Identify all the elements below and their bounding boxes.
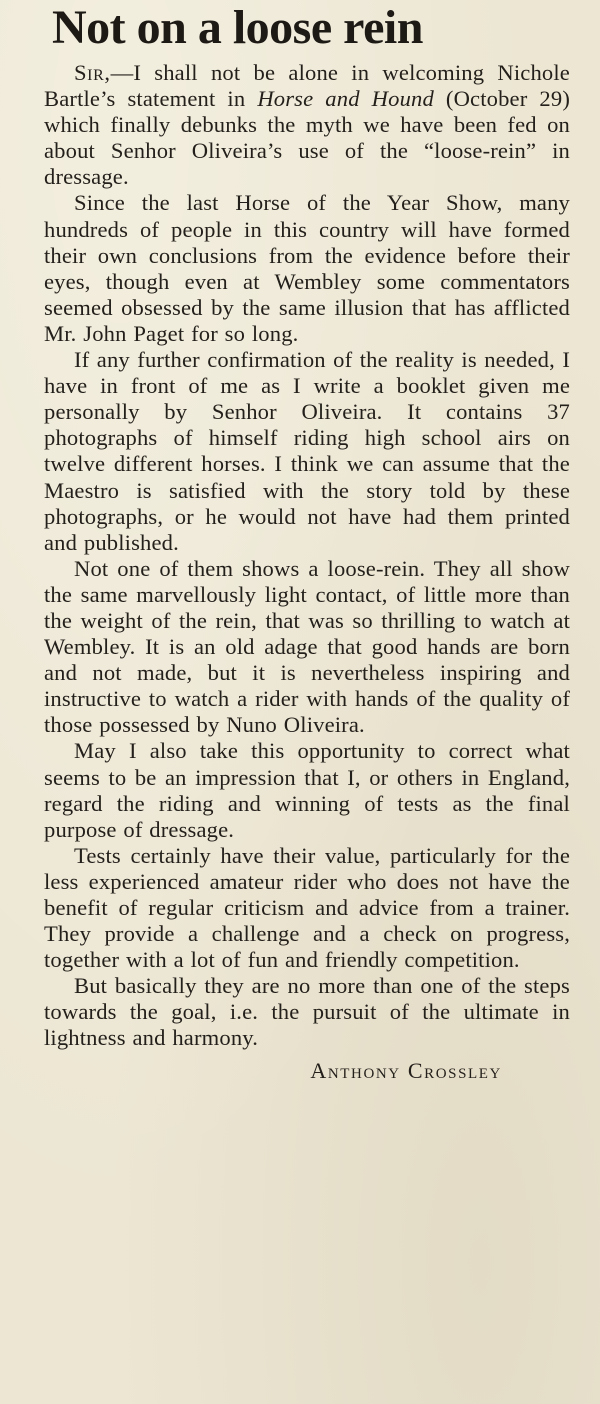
paragraph-4: Not one of them shows a loose-rein. They all show the same marvellously light contact, of little more than the weight of the rein, that was so thrilling to watch at Wembley. It is an old adage that good hands are born and not made, but it is nevertheless inspiring and instructive to watch a rider with hands of the quality of those possessed by Nuno Oliveira. [44,555,570,738]
letter-body [44,60,570,1052]
paragraph-1-text-start: —I shall not be alone in welcoming Nichole Bartle’s statement in [44,60,570,112]
salutation: Sir, [74,60,111,85]
headline: Not on a loose rein [52,1,423,54]
paragraph-6: Tests certainly have their value, particularly for the less experienced amateur rider who does not have the benefit of regular criticism and advice from a trainer. They provide a challenge and a check on progress, together with a lot of fun and friendly competition. [44,842,570,973]
paragraph-1 [44,60,570,190]
paragraph-5: May I also take this opportunity to correct what seems to be an impression that I, or others in England, regard the riding and winning of tests as the final purpose of dressage. [44,738,570,842]
publication-title: Horse and Hound [257,86,434,112]
paragraph-2: Since the last Horse of the Year Show, many hundreds of people in this country will have formed their own conclusions from the evidence before their eyes, though even at Wembley some commentators seemed obsessed by the same illusion that has afflicted Mr. John Paget for so long. [44,190,570,346]
signature: Anthony Crossley [310,1057,502,1083]
paragraph-3: If any further confirmation of the reality is needed, I have in front of me as I write a booklet given me personally by Senhor Oliveira. It contains 37 photographs of himself riding high school airs on twelve different horses. I think we can assume that the Maestro is satisfied with the story told by these photographs, or he would not have had them printed and published. [44,347,570,555]
paragraph-1-text-end: (October 29) which finally debunks the myth we have been fed on about Senhor Oliveira’s use of the “loose-rein” in dressage. [44,86,570,190]
paragraph-7: But basically they are no more than one of the steps towards the goal, i.e. the pursuit of the ultimate in lightness and harmony. [44,973,570,1051]
